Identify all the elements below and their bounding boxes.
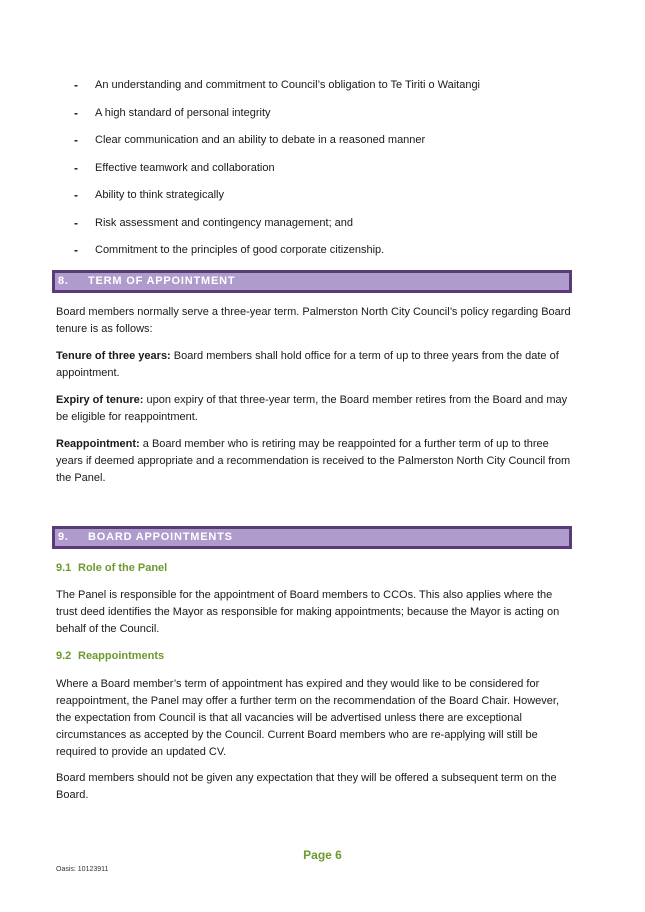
bullet-marker: -: [74, 78, 78, 92]
section-number: 8.: [58, 275, 69, 287]
list-item: [0, 132, 645, 160]
subsection-heading-role-of-panel: [56, 560, 167, 576]
bullet-marker: -: [74, 243, 78, 257]
section-title: TERM OF APPOINTMENT: [88, 275, 236, 287]
list-item: [0, 187, 645, 215]
bullet-text: Commitment to the principles of good corporate citizenship.: [95, 244, 385, 256]
section-heading-board-appointments: [52, 526, 572, 549]
term-text: a Board member who is retiring may be reappointed for a further term of up to three years if deemed appropriate and a recommendation is received to the Palmerston North City Council from the Panel.: [56, 438, 571, 484]
subsection-number: 9.2: [56, 650, 72, 662]
criteria-bullet-list: [0, 77, 645, 270]
term-label: Reappointment:: [56, 438, 140, 450]
subsection-heading-reappointments: [56, 648, 164, 664]
expiry-paragraph: [56, 392, 576, 426]
no-expectation-paragraph: Board members should not be given any expectation that they will be offered a subsequent term on the Board.: [56, 772, 557, 801]
bullet-text: Risk assessment and contingency management; and: [95, 216, 354, 229]
reappointment-paragraph: [56, 436, 576, 487]
bullet-marker: -: [74, 188, 78, 202]
list-item: [0, 160, 645, 188]
reappointments-paragraph: Where a Board member’s term of appointment has expired and they would like to be considered for reappointment, the Panel may offer a further term on the recommendation of the Board Chair. However, the expectation from Council is that all vacancies will be advertised unless there are exceptional circumstances as accepted by the Council. Current Board members who are re-applying will still be required to provide an updated CV.: [56, 678, 560, 758]
section-title: BOARD APPOINTMENTS: [88, 531, 233, 543]
list-item: [0, 77, 645, 105]
section-heading-term-of-appointment: [52, 270, 572, 293]
subsection-title: Role of the Panel: [78, 562, 168, 574]
list-item: [0, 215, 645, 243]
bullet-marker: -: [74, 133, 78, 147]
term-text: Board members shall hold office for a term of up to three years from the date of appointment.: [56, 350, 559, 379]
tenure-paragraph: [56, 348, 576, 382]
bullet-text: A high standard of personal integrity: [95, 106, 271, 119]
subsection-number: 9.1: [56, 562, 72, 574]
bullet-text: Effective teamwork and collaboration: [95, 161, 275, 174]
bullet-marker: -: [74, 105, 78, 120]
document-reference: Oasis: 10123911: [56, 866, 109, 873]
bullet-text: An understanding and commitment to Council’s obligation to Te Tiriti o Waitangi: [95, 79, 481, 91]
subsection-title: Reappointments: [78, 650, 165, 662]
role-of-panel-paragraph: The Panel is responsible for the appointment of Board members to CCOs. This also applies where the trust deed identifies the Mayor as responsible for making appointments; because the Mayor is acting on behalf of the Council.: [56, 589, 560, 635]
term-label: Tenure of three years:: [56, 350, 171, 362]
bullet-text: Ability to think strategically: [95, 189, 224, 201]
term-label: Expiry of tenure:: [56, 394, 144, 406]
section-number: 9.: [58, 531, 69, 543]
page-number: Page 6: [303, 848, 342, 862]
list-item: [0, 105, 645, 133]
bullet-marker: -: [74, 160, 78, 175]
bullet-marker: -: [74, 215, 78, 230]
bullet-text: Clear communication and an ability to debate in a reasoned manner: [95, 134, 426, 146]
section-intro-paragraph: Board members normally serve a three-year term. Palmerston North City Council’s policy regarding Board tenure is as follows:: [56, 306, 571, 335]
list-item: [0, 242, 645, 270]
term-text: upon expiry of that three-year term, the Board member retires from the Board and may be eligible for reappointment.: [56, 394, 568, 423]
